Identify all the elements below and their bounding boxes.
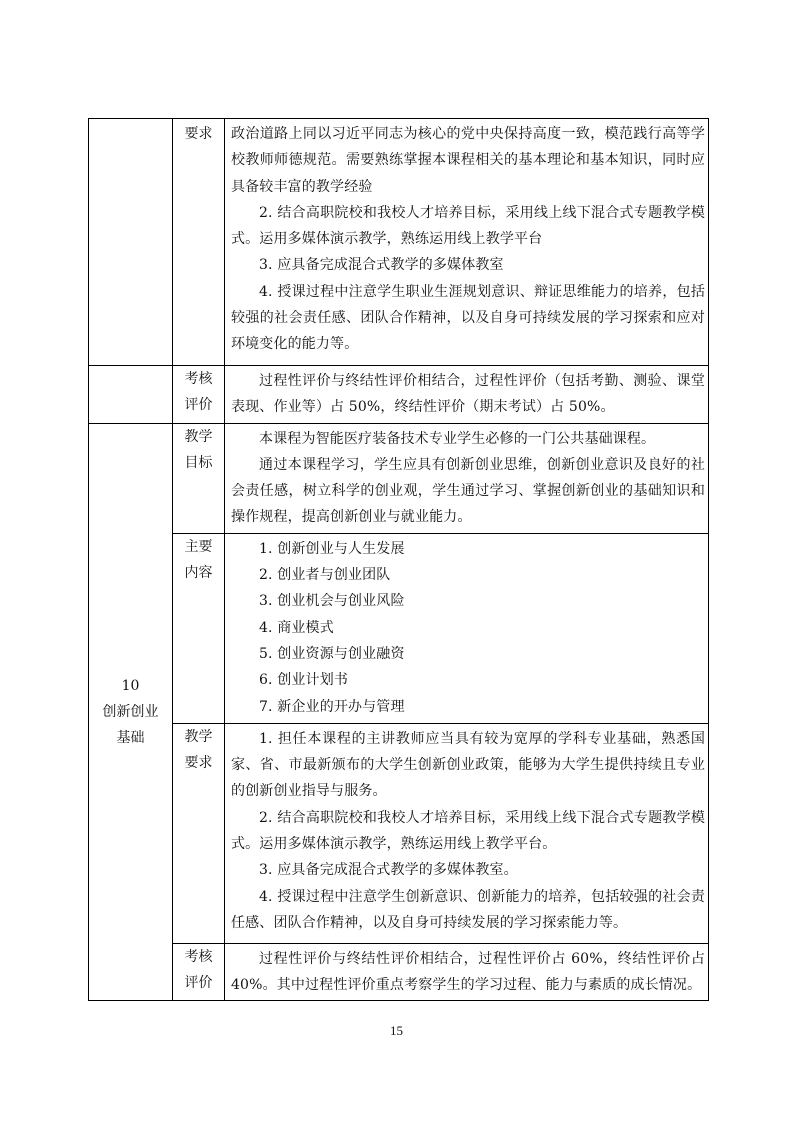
content-item: 3. 创业机会与创业风险 bbox=[259, 593, 405, 610]
eval-label: 考核 评价 bbox=[173, 943, 225, 1001]
content-item: 5. 创业资源与创业融资 bbox=[259, 645, 405, 662]
requirements-row bbox=[89, 723, 709, 943]
req-content bbox=[225, 723, 709, 943]
goal-para-0: 本课程为智能医疗装备技术专业学生必修的一门公共基础课程。 bbox=[259, 430, 656, 447]
content-list bbox=[225, 533, 709, 723]
course-table bbox=[88, 118, 709, 1001]
prev-eval-text: 过程性评价与终结性评价相结合，过程性评价（包括考勤、测验、课堂表现、作业等）占 50%，终结性评价（期末考试）占 50%。 bbox=[231, 373, 705, 416]
course-number: 10 bbox=[121, 677, 140, 694]
evaluation-row bbox=[89, 943, 709, 1001]
req-label: 教学 要求 bbox=[173, 723, 225, 943]
content-item: 2. 创业者与创业团队 bbox=[259, 567, 391, 584]
eval-content bbox=[225, 943, 709, 1001]
prev-eval-label: 考核 评价 bbox=[173, 366, 225, 424]
goal-para-1: 通过本课程学习，学生应具有创新创业思维，创新创业意识及良好的社会责任感，树立科学的创业观，学生通过学习、掌握创新创业的基础知识和操作规程，提高创新创业与就业能力。 bbox=[231, 456, 705, 526]
goal-content bbox=[225, 423, 709, 533]
prev-evaluation-row bbox=[89, 366, 709, 424]
goal-label: 教学 目标 bbox=[173, 423, 225, 533]
course-name-cell bbox=[89, 423, 173, 1001]
content-row bbox=[89, 533, 709, 723]
prev-req-para-2: 3. 应具备完成混合式教学的多媒体教室 bbox=[259, 257, 504, 274]
prev-req-para-0: 政治道路上同以习近平同志为核心的党中央保持高度一致，模范践行高等学校教师师德规范。需要熟练掌握本课程相关的基本理论和基本知识，同时应具备较丰富的教学经验 bbox=[231, 126, 705, 195]
prev-requirements-row bbox=[89, 119, 709, 366]
course-name-line2: 基础 bbox=[116, 729, 145, 746]
req-para-0: 1. 担任本课程的主讲教师应当具有较为宽厚的学科专业基础，熟悉国家、省、市最新颁布的大学生创新创业政策，能够为大学生提供持续且专业的创新创业指导与服务。 bbox=[231, 730, 705, 800]
req-para-3: 4. 授课过程中注意学生创新意识、创新能力的培养，包括较强的社会责任感、团队合作精神，以及自身可持续发展的学习探索能力等。 bbox=[231, 888, 705, 931]
course-name-line1: 创新创业 bbox=[102, 703, 159, 720]
content-item: 7. 新企业的开办与管理 bbox=[259, 698, 405, 715]
prev-req-label: 要求 bbox=[173, 119, 225, 366]
goal-row bbox=[89, 423, 709, 533]
eval-text: 过程性评价与终结性评价相结合，过程性评价占 60%，终结性评价占 40%。其中过程性评价重点考察学生的学习过程、能力与素质的成长情况。 bbox=[231, 950, 705, 994]
prev-course-name-cell-2 bbox=[89, 366, 173, 424]
prev-req-content bbox=[225, 119, 709, 366]
req-para-1: 2. 结合高职院校和我校人才培养目标，采用线上线下混合式专题教学模式。运用多媒体演示教学，熟练运用线上教学平台。 bbox=[231, 809, 705, 852]
page-number: 15 bbox=[390, 1023, 403, 1038]
content-label: 主要 内容 bbox=[173, 533, 225, 723]
prev-req-para-3: 4. 授课过程中注意学生职业生涯规划意识、辩证思维能力的培养，包括较强的社会责任感、团队合作精神，以及自身可持续发展的学习探索和应对环境变化的能力等。 bbox=[231, 283, 705, 353]
prev-eval-content bbox=[225, 366, 709, 424]
prev-course-name-cell bbox=[89, 119, 173, 366]
req-para-2: 3. 应具备完成混合式教学的多媒体教室。 bbox=[259, 862, 518, 879]
prev-req-para-1: 2. 结合高职院校和我校人才培养目标，采用线上线下混合式专题教学模式。运用多媒体演示教学，熟练运用线上教学平台 bbox=[231, 204, 705, 248]
content-item: 1. 创新创业与人生发展 bbox=[259, 540, 405, 557]
content-item: 6. 创业计划书 bbox=[259, 672, 349, 689]
content-item: 4. 商业模式 bbox=[259, 619, 334, 636]
